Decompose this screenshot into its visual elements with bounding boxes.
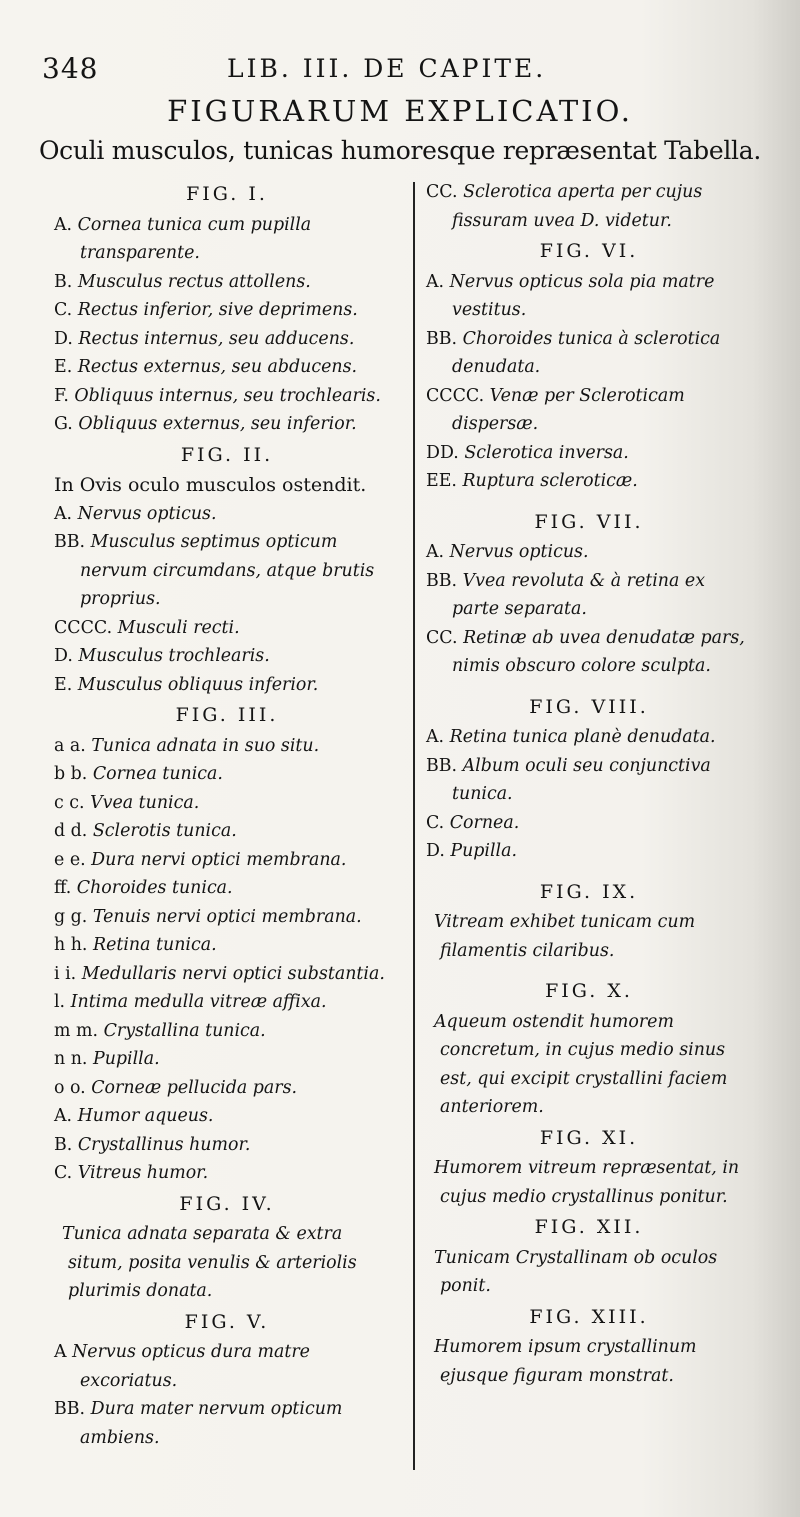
fig-11-heading: FIG. XI. (539, 1126, 639, 1149)
running-head: LIB. III. DE CAPITE. (227, 54, 547, 83)
list-item: C. Rectus inferior, sive deprimens. (54, 300, 358, 320)
list-item: o o. Corneæ pellucida pars. (54, 1077, 298, 1098)
fig-3-heading: FIG. III. (175, 704, 279, 726)
list-item: BB. Album oculi seu conjunctiva tunica. (426, 755, 711, 804)
fig-7-heading: FIG. VII. (534, 510, 644, 533)
list-item: F. Obliquus internus, seu trochlearis. (54, 385, 381, 406)
page-title: FIGURARUM EXPLICATIO. (167, 94, 633, 128)
fig-12-note: Tunicam Crystallinam ob oculos ponit. (434, 1247, 718, 1296)
fig-12-heading: FIG. XII. (534, 1216, 644, 1238)
list-item: CC. Retinæ ab uvea denudatæ pars, nimis obscuro colore sculpta. (426, 627, 745, 676)
list-item: d d. Sclerotis tunica. (54, 821, 237, 841)
list-item: i i. Medullaris nervi optici substantia. (54, 963, 385, 984)
list-item: C. Vitreus humor. (54, 1163, 209, 1183)
list-item: D. Rectus internus, seu adducens. (54, 328, 355, 349)
list-item: A. Cornea tunica cum pupilla transparente. (54, 214, 312, 263)
fig-7-list (426, 538, 752, 681)
fig-2-note: In Ovis oculo musculos ostendit. (54, 474, 367, 496)
fig-2-heading: FIG. II. (180, 443, 274, 466)
list-item: BB. Choroides tunica à sclerotica denudata. (426, 328, 721, 377)
list-item: A. Nervus opticus. (54, 503, 217, 524)
list-item: A. Retina tunica planè denudata. (426, 727, 716, 747)
fig-10-heading: FIG. X. (545, 980, 633, 1002)
list-item: ff. Choroides tunica. (54, 878, 233, 898)
list-item: A. Humor aqueus. (54, 1106, 214, 1126)
fig-1-list (54, 211, 400, 439)
list-item: CCCC. Venæ per Scleroticam dispersæ. (426, 385, 685, 434)
fig-13-heading: FIG. XIII. (529, 1305, 649, 1328)
fig-5-continued-list (426, 178, 752, 235)
fig-4-heading: FIG. IV. (179, 1192, 275, 1215)
fig-11-note: Humorem vitreum repræsentat, in cujus medio crystallinus ponitur. (434, 1158, 740, 1207)
page-subtitle: Oculi musculos, tunicas humoresque repræsentat Tabella. (38, 136, 761, 165)
list-item: g g. Tenuis nervi optici membrana. (54, 906, 362, 927)
page-header (42, 52, 742, 92)
fig-5-heading: FIG. V. (184, 1310, 270, 1333)
fig-10-note: Aqueum ostendit humorem concretum, in cujus medio sinus est, qui excipit crystallini faciem anteriorem. (434, 1011, 728, 1117)
left-column (54, 178, 400, 1452)
list-item: A. Nervus opticus sola pia matre vestitus. (426, 271, 715, 320)
list-item: CCCC. Musculi recti. (54, 617, 240, 638)
list-item: G. Obliquus externus, seu inferior. (54, 414, 357, 434)
list-item: e e. Dura nervi optici membrana. (54, 849, 347, 870)
list-item: B. Musculus rectus attollens. (54, 271, 311, 292)
list-item: BB. Vvea revoluta & à retina ex parte separata. (426, 570, 705, 619)
list-item: CC. Sclerotica aperta per cujus fissuram uvea D. videtur. (426, 182, 703, 231)
list-item: C. Cornea. (426, 812, 520, 833)
list-item: b b. Cornea tunica. (54, 764, 223, 784)
list-item: a a. Tunica adnata in suo situ. (54, 735, 320, 756)
fig-13-note: Humorem ipsum crystallinum ejusque figuram monstrat. (434, 1337, 697, 1386)
fig-9-note: Vitream exhibet tunicam cum filamentis cilaribus. (434, 912, 696, 961)
fig-5-list (54, 1338, 400, 1452)
list-item: E. Rectus externus, seu abducens. (54, 357, 358, 377)
fig-6-heading: FIG. VI. (539, 240, 639, 262)
list-item: E. Musculus obliquus inferior. (54, 674, 319, 695)
fig-9-heading: FIG. IX. (539, 880, 639, 903)
fig-8-list (426, 723, 752, 866)
fig-3-list (54, 732, 400, 1188)
list-item: EE. Ruptura scleroticæ. (426, 471, 638, 491)
list-item: DD. Sclerotica inversa. (426, 442, 629, 463)
list-item: c c. Vvea tunica. (54, 792, 200, 813)
list-item: A Nervus opticus dura matre excoriatus. (54, 1342, 310, 1391)
list-item: D. Pupilla. (426, 841, 518, 861)
page-number: 348 (42, 52, 99, 85)
fig-2-list (54, 500, 400, 700)
list-item: m m. Crystallina tunica. (54, 1020, 266, 1041)
fig-6-list (426, 268, 752, 496)
list-item: l. Intima medulla vitreæ affixa. (54, 992, 327, 1012)
fig-8-heading: FIG. VIII. (529, 695, 649, 718)
list-item: h h. Retina tunica. (54, 935, 217, 955)
list-item: A. Nervus opticus. (426, 542, 589, 562)
right-column (426, 178, 752, 1390)
fig-4-note: Tunica adnata separata & extra situm, posita venulis & arteriolis plurimis donata. (62, 1224, 357, 1301)
fig-1-heading: FIG. I. (186, 183, 268, 205)
column-divider (413, 182, 415, 1470)
list-item: D. Musculus trochlearis. (54, 646, 270, 666)
list-item: BB. Dura mater nervum opticum ambiens. (54, 1399, 343, 1448)
list-item: n n. Pupilla. (54, 1049, 160, 1069)
list-item: BB. Musculus septimus opticum nervum circumdans, atque brutis proprius. (54, 532, 375, 609)
list-item: B. Crystallinus humor. (54, 1134, 251, 1155)
